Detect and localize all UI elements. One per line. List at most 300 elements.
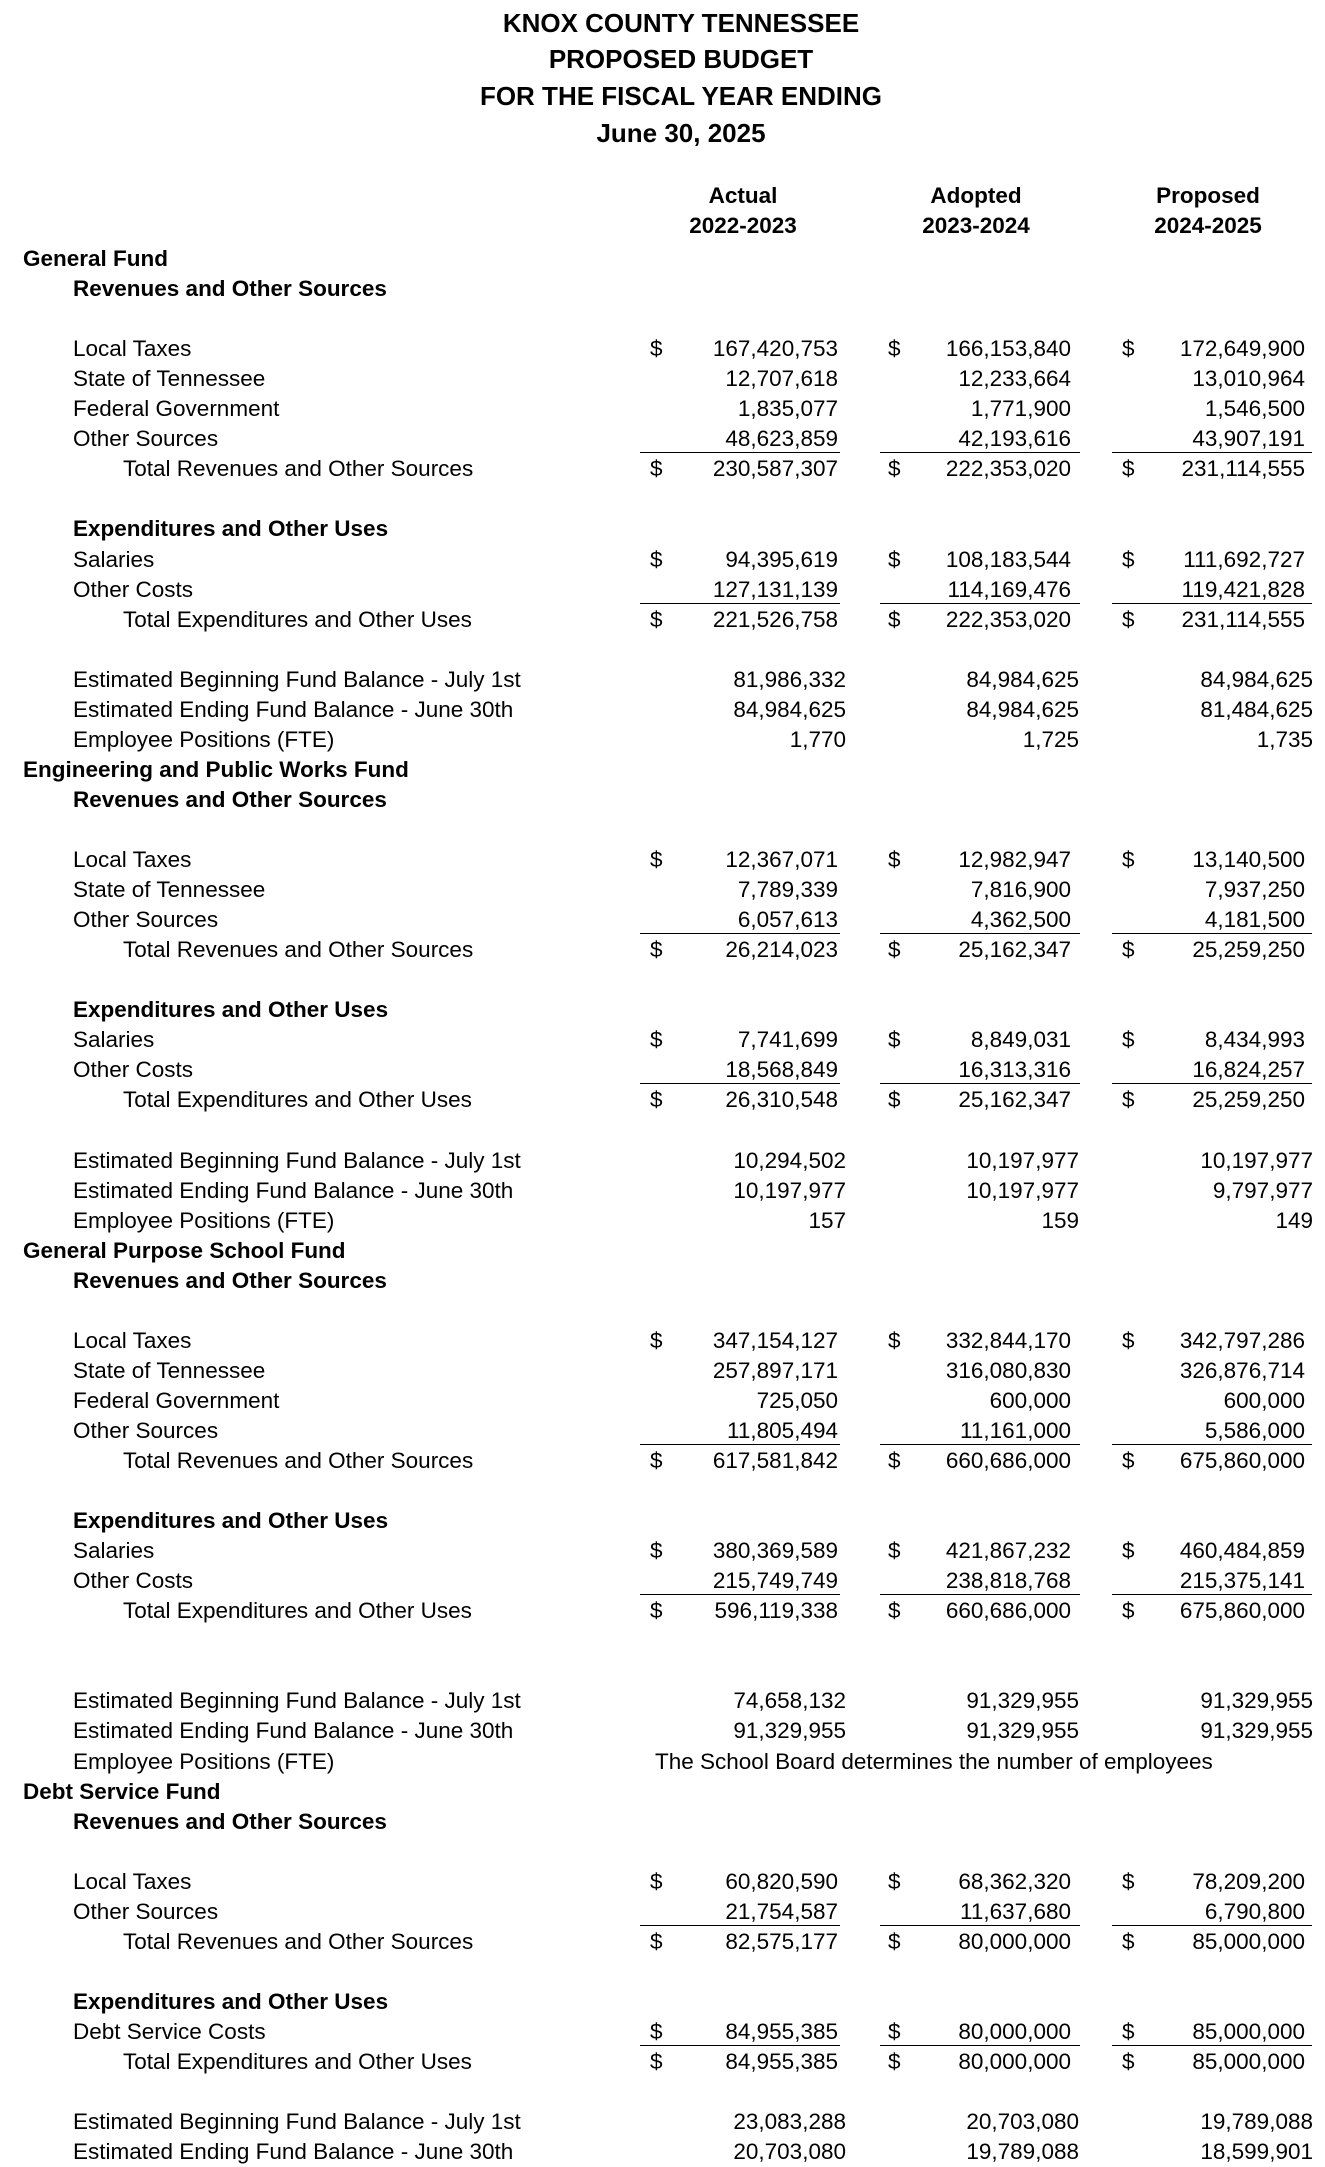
amount-cell: 222,353,020	[945, 456, 1071, 482]
total-rule	[880, 933, 1080, 934]
line-item-label: Salaries	[73, 1027, 155, 1053]
amount-cell: 10,197,977	[966, 1177, 1079, 1203]
total-rule	[1112, 1083, 1312, 1084]
title-line-1: KNOX COUNTY TENNESSEE	[502, 8, 860, 38]
dollar-sign: $	[1122, 1868, 1135, 1894]
dollar-sign: $	[888, 1448, 901, 1473]
balance-row	[0, 1686, 1325, 1716]
amount-cell: 12,707,618	[725, 366, 838, 392]
amount-cell: 18,568,849	[725, 1057, 838, 1083]
expenditure-row	[0, 1566, 1325, 1596]
total-rule	[880, 2045, 1080, 2046]
revenue-total-row	[0, 935, 1325, 965]
section-heading	[0, 1987, 1325, 2017]
total-rule	[1112, 603, 1312, 604]
line-item-label: Estimated Ending Fund Balance - June 30th	[73, 696, 514, 722]
balance-row	[0, 725, 1325, 755]
amount-cell: 11,161,000	[960, 1417, 1071, 1443]
col-header-year: 2023-2024	[922, 213, 1030, 238]
amount-cell: 20,703,080	[733, 2139, 846, 2165]
expenditure-row	[0, 1055, 1325, 1085]
col-header-proposed	[1108, 181, 1308, 241]
amount-cell: 25,259,250	[1192, 1087, 1305, 1113]
amount-cell: 11,637,680	[960, 1898, 1071, 1924]
dollar-sign: $	[650, 1598, 663, 1624]
col-header-label: Proposed	[1156, 183, 1260, 208]
expenditure-total-row	[0, 2047, 1325, 2077]
amount-cell: 43,907,191	[1192, 426, 1305, 452]
fund-name: Debt Service Fund	[23, 1778, 221, 1804]
dollar-sign: $	[1122, 546, 1135, 572]
amount-cell: 85,000,000	[1192, 2049, 1305, 2074]
revenue-row	[0, 1416, 1325, 1446]
dollar-sign: $	[1122, 1538, 1135, 1564]
amount-cell: 48,623,859	[725, 426, 838, 452]
total-rule	[880, 1083, 1080, 1084]
amount-cell: 6,790,800	[1204, 1898, 1305, 1924]
expenditure-heading: Expenditures and Other Uses	[73, 1508, 389, 1534]
dollar-sign: $	[1122, 2049, 1135, 2074]
amount-cell: 675,860,000	[1179, 1598, 1305, 1624]
revenue-total-row	[0, 454, 1325, 484]
amount-cell: 215,749,749	[712, 1568, 838, 1594]
dollar-sign: $	[650, 2018, 663, 2044]
dollar-sign: $	[888, 847, 901, 872]
amount-cell: 91,329,955	[966, 1718, 1079, 1744]
balance-row	[0, 1206, 1325, 1236]
total-label: Total Revenues and Other Sources	[123, 1928, 474, 1954]
total-label: Total Expenditures and Other Uses	[123, 1087, 472, 1113]
amount-cell: 1,546,500	[1204, 396, 1305, 422]
balance-row	[0, 695, 1325, 725]
amount-cell: 231,114,555	[1181, 456, 1305, 482]
total-rule	[880, 603, 1080, 604]
dollar-sign: $	[1122, 847, 1135, 872]
amount-cell: 94,395,619	[725, 546, 838, 572]
amount-cell: 460,484,859	[1179, 1538, 1305, 1564]
line-item-label: Estimated Ending Fund Balance - June 30th	[73, 2139, 514, 2165]
dollar-sign: $	[650, 2049, 663, 2074]
col-header-year: 2024-2025	[1154, 213, 1262, 238]
dollar-sign: $	[888, 2049, 901, 2074]
line-item-label: Estimated Beginning Fund Balance - July 1st	[73, 666, 521, 692]
amount-cell: 8,849,031	[970, 1027, 1071, 1053]
amount-cell: 221,526,758	[712, 606, 838, 632]
amount-cell: 74,658,132	[733, 1688, 846, 1714]
revenue-row	[0, 1897, 1325, 1927]
amount-cell: 108,183,544	[945, 546, 1071, 572]
balance-row	[0, 2137, 1325, 2167]
dollar-sign: $	[888, 1027, 901, 1053]
revenue-heading: Revenues and Other Sources	[73, 786, 387, 812]
dollar-sign: $	[1122, 606, 1135, 632]
amount-cell: 347,154,127	[712, 1327, 838, 1353]
dollar-sign: $	[888, 456, 901, 482]
col-header-adopted	[876, 181, 1076, 241]
revenue-row	[0, 1386, 1325, 1416]
amount-cell: 84,984,625	[733, 696, 846, 722]
dollar-sign: $	[650, 1327, 663, 1353]
amount-cell: 91,329,955	[1200, 1688, 1313, 1714]
amount-cell: 60,820,590	[725, 1868, 838, 1894]
amount-cell: 1,725	[1022, 726, 1079, 752]
amount-cell: 16,824,257	[1192, 1057, 1305, 1083]
amount-cell: 68,362,320	[958, 1868, 1071, 1894]
line-item-label: Estimated Beginning Fund Balance - July 1st	[73, 1147, 521, 1173]
amount-cell: 91,329,955	[966, 1688, 1079, 1714]
amount-cell: 84,955,385	[725, 2018, 838, 2044]
amount-cell: 84,984,625	[1200, 666, 1313, 692]
amount-cell: 7,789,339	[737, 877, 838, 903]
amount-cell: 91,329,955	[733, 1718, 846, 1744]
dollar-sign: $	[1122, 1027, 1135, 1053]
dollar-sign: $	[888, 1928, 901, 1954]
total-label: Total Revenues and Other Sources	[123, 456, 474, 482]
fund-heading	[0, 755, 1325, 785]
total-label: Total Revenues and Other Sources	[123, 1448, 474, 1473]
total-rule	[1112, 933, 1312, 934]
total-label: Total Revenues and Other Sources	[123, 937, 474, 963]
amount-cell: 725,050	[756, 1387, 838, 1413]
dollar-sign: $	[650, 937, 663, 963]
amount-cell: 8,434,993	[1204, 1027, 1305, 1053]
total-rule	[880, 452, 1080, 453]
line-item-label: State of Tennessee	[73, 1357, 266, 1383]
line-item-label: Employee Positions (FTE)	[73, 1207, 335, 1233]
dollar-sign: $	[650, 1868, 663, 1894]
revenue-row	[0, 1326, 1325, 1356]
line-item-label: Federal Government	[73, 396, 280, 422]
amount-cell: 21,754,587	[725, 1898, 838, 1924]
dollar-sign: $	[650, 1027, 663, 1053]
title-line-4: June 30, 2025	[596, 118, 766, 148]
amount-cell: 4,181,500	[1204, 907, 1305, 933]
amount-cell: 238,818,768	[945, 1568, 1071, 1594]
line-item-label: Local Taxes	[73, 336, 192, 362]
title-line-3: FOR THE FISCAL YEAR ENDING	[479, 81, 883, 111]
line-item-label: Federal Government	[73, 1387, 280, 1413]
dollar-sign: $	[650, 606, 663, 632]
balance-row	[0, 2107, 1325, 2137]
amount-cell: 1,835,077	[737, 396, 838, 422]
amount-cell: 78,209,200	[1192, 1868, 1305, 1894]
amount-cell: 159	[1041, 1207, 1079, 1233]
expenditure-row	[0, 575, 1325, 605]
total-rule	[640, 603, 840, 604]
line-item-label: Salaries	[73, 1538, 155, 1564]
line-item-label: Local Taxes	[73, 1327, 192, 1353]
expenditure-total-row	[0, 1596, 1325, 1626]
amount-cell: 257,897,171	[712, 1357, 838, 1383]
total-rule	[640, 1083, 840, 1084]
expenditure-row	[0, 1536, 1325, 1566]
dollar-sign: $	[888, 2018, 901, 2044]
total-rule	[880, 1594, 1080, 1595]
balance-row	[0, 1176, 1325, 1206]
expenditure-row	[0, 545, 1325, 575]
section-heading	[0, 274, 1325, 304]
amount-cell: 222,353,020	[945, 606, 1071, 632]
dollar-sign: $	[650, 336, 663, 362]
amount-cell: 332,844,170	[945, 1327, 1071, 1353]
revenue-row	[0, 1356, 1325, 1386]
dollar-sign: $	[650, 1448, 663, 1473]
total-rule	[1112, 1925, 1312, 1926]
dollar-sign: $	[1122, 1087, 1135, 1113]
amount-cell: 7,937,250	[1204, 877, 1305, 903]
fund-name: General Purpose School Fund	[23, 1237, 346, 1263]
revenue-heading: Revenues and Other Sources	[73, 276, 387, 302]
col-header-label: Adopted	[930, 183, 1022, 208]
dollar-sign: $	[1122, 937, 1135, 963]
expenditure-total-row	[0, 1085, 1325, 1115]
amount-cell: 7,816,900	[970, 877, 1071, 903]
total-rule	[880, 1444, 1080, 1445]
revenue-row	[0, 845, 1325, 875]
revenue-row	[0, 1867, 1325, 1897]
amount-cell: 342,797,286	[1179, 1327, 1305, 1353]
total-rule	[640, 1594, 840, 1595]
amount-cell: 25,162,347	[958, 937, 1071, 963]
fund-heading	[0, 1777, 1325, 1807]
amount-cell: 80,000,000	[958, 1928, 1071, 1954]
amount-cell: 20,703,080	[966, 2109, 1079, 2135]
amount-cell: 600,000	[1223, 1387, 1305, 1413]
col-header-year: 2022-2023	[689, 213, 797, 238]
fund-heading	[0, 244, 1325, 274]
line-item-label: Other Costs	[73, 576, 194, 602]
balance-row	[0, 1146, 1325, 1176]
balance-row	[0, 1747, 1325, 1777]
dollar-sign: $	[650, 1087, 663, 1113]
line-item-label: Employee Positions (FTE)	[73, 726, 335, 752]
amount-cell: 25,162,347	[958, 1087, 1071, 1113]
amount-cell: 19,789,088	[1200, 2109, 1313, 2135]
dollar-sign: $	[650, 1538, 663, 1564]
dollar-sign: $	[1122, 1928, 1135, 1954]
amount-cell: 84,984,625	[966, 666, 1079, 692]
amount-cell: 42,193,616	[958, 426, 1071, 452]
expenditure-heading: Expenditures and Other Uses	[73, 1988, 389, 2014]
amount-cell: 166,153,840	[945, 336, 1071, 362]
title-line-2: PROPOSED BUDGET	[548, 44, 814, 74]
amount-cell: 596,119,338	[714, 1598, 838, 1624]
revenue-row	[0, 394, 1325, 424]
amount-cell: 10,197,977	[966, 1147, 1079, 1173]
total-rule	[1112, 1594, 1312, 1595]
dollar-sign: $	[1122, 456, 1135, 482]
section-heading	[0, 1266, 1325, 1296]
amount-cell: 81,484,625	[1200, 696, 1313, 722]
fund-heading	[0, 1236, 1325, 1266]
line-item-label: State of Tennessee	[73, 366, 266, 392]
amount-cell: 5,586,000	[1204, 1417, 1305, 1443]
total-rule	[1112, 2045, 1312, 2046]
revenue-row	[0, 875, 1325, 905]
amount-cell: 13,010,964	[1192, 366, 1305, 392]
expenditure-total-row	[0, 605, 1325, 635]
amount-cell: 10,197,977	[733, 1177, 846, 1203]
dollar-sign: $	[888, 546, 901, 572]
dollar-sign: $	[888, 1598, 901, 1624]
total-rule	[640, 933, 840, 934]
dollar-sign: $	[650, 1928, 663, 1954]
amount-cell: 82,575,177	[725, 1928, 838, 1954]
amount-cell: 25,259,250	[1192, 937, 1305, 963]
total-rule	[880, 1925, 1080, 1926]
line-item-label: Estimated Beginning Fund Balance - July 1st	[73, 1688, 521, 1714]
amount-cell: 80,000,000	[958, 2018, 1071, 2044]
employee-note: The School Board determines the number of employees	[655, 1748, 1213, 1774]
dollar-sign: $	[888, 1538, 901, 1564]
amount-cell: 380,369,589	[712, 1538, 838, 1564]
line-item-label: Other Costs	[73, 1568, 194, 1594]
dollar-sign: $	[650, 546, 663, 572]
amount-cell: 172,649,900	[1179, 336, 1305, 362]
amount-cell: 12,367,071	[725, 847, 838, 872]
amount-cell: 660,686,000	[945, 1448, 1071, 1473]
total-rule	[1112, 1444, 1312, 1445]
amount-cell: 13,140,500	[1192, 847, 1305, 872]
amount-cell: 1,770	[789, 726, 846, 752]
amount-cell: 12,233,664	[958, 366, 1071, 392]
line-item-label: Other Sources	[73, 1898, 219, 1924]
amount-cell: 91,329,955	[1200, 1718, 1313, 1744]
section-heading	[0, 995, 1325, 1025]
amount-cell: 10,197,977	[1200, 1147, 1313, 1173]
fund-name: Engineering and Public Works Fund	[23, 756, 409, 782]
amount-cell: 1,735	[1256, 726, 1313, 752]
dollar-sign: $	[888, 1327, 901, 1353]
line-item-label: Debt Service Costs	[73, 2018, 266, 2044]
revenue-total-row	[0, 1927, 1325, 1957]
expenditure-heading: Expenditures and Other Uses	[73, 516, 389, 542]
expenditure-row	[0, 2017, 1325, 2047]
line-item-label: Employee Positions (FTE)	[73, 1748, 335, 1774]
dollar-sign: $	[888, 937, 901, 963]
amount-cell: 157	[808, 1207, 846, 1233]
amount-cell: 84,955,385	[725, 2049, 838, 2074]
amount-cell: 26,214,023	[725, 937, 838, 963]
line-item-label: Other Sources	[73, 1417, 219, 1443]
line-item-label: Other Costs	[73, 1057, 194, 1083]
expenditure-heading: Expenditures and Other Uses	[73, 997, 389, 1023]
total-label: Total Expenditures and Other Uses	[123, 1598, 472, 1624]
amount-cell: 16,313,316	[958, 1057, 1071, 1083]
amount-cell: 114,169,476	[947, 576, 1071, 602]
amount-cell: 10,294,502	[733, 1147, 846, 1173]
section-heading	[0, 1506, 1325, 1536]
amount-cell: 26,310,548	[725, 1087, 838, 1113]
revenue-row	[0, 905, 1325, 935]
amount-cell: 149	[1275, 1207, 1313, 1233]
total-label: Total Expenditures and Other Uses	[123, 2049, 472, 2074]
amount-cell: 81,986,332	[733, 666, 846, 692]
line-item-label: State of Tennessee	[73, 877, 266, 903]
amount-cell: 12,982,947	[958, 847, 1071, 872]
fund-name: General Fund	[23, 246, 169, 271]
amount-cell: 18,599,901	[1200, 2139, 1313, 2165]
amount-cell: 660,686,000	[945, 1598, 1071, 1624]
dollar-sign: $	[1122, 1598, 1135, 1624]
balance-row	[0, 665, 1325, 695]
amount-cell: 85,000,000	[1192, 1928, 1305, 1954]
total-rule	[640, 452, 840, 453]
total-rule	[1112, 452, 1312, 453]
amount-cell: 167,420,753	[712, 336, 838, 362]
amount-cell: 1,771,900	[970, 396, 1071, 422]
amount-cell: 230,587,307	[712, 456, 838, 482]
amount-cell: 9,797,977	[1212, 1177, 1313, 1203]
amount-cell: 11,805,494	[727, 1417, 838, 1443]
balance-row	[0, 1716, 1325, 1746]
dollar-sign: $	[888, 336, 901, 362]
amount-cell: 127,131,139	[712, 576, 838, 602]
col-header-label: Actual	[708, 183, 778, 208]
dollar-sign: $	[650, 847, 663, 872]
line-item-label: Other Sources	[73, 426, 219, 452]
amount-cell: 7,741,699	[737, 1027, 838, 1053]
dollar-sign: $	[1122, 1448, 1135, 1473]
amount-cell: 600,000	[989, 1387, 1071, 1413]
total-rule	[640, 2045, 840, 2046]
amount-cell: 119,421,828	[1181, 576, 1305, 602]
dollar-sign: $	[650, 456, 663, 482]
line-item-label: Estimated Ending Fund Balance - June 30th	[73, 1177, 514, 1203]
amount-cell: 326,876,714	[1179, 1357, 1305, 1383]
amount-cell: 85,000,000	[1192, 2018, 1305, 2044]
expenditure-row	[0, 1025, 1325, 1055]
total-rule	[640, 1444, 840, 1445]
revenue-row	[0, 334, 1325, 364]
revenue-row	[0, 364, 1325, 394]
dollar-sign: $	[888, 606, 901, 632]
total-rule	[640, 1925, 840, 1926]
amount-cell: 80,000,000	[958, 2049, 1071, 2074]
line-item-label: Local Taxes	[73, 1868, 192, 1894]
amount-cell: 19,789,088	[966, 2139, 1079, 2165]
amount-cell: 617,581,842	[712, 1448, 838, 1473]
revenue-row	[0, 424, 1325, 454]
dollar-sign: $	[888, 1868, 901, 1894]
total-label: Total Expenditures and Other Uses	[123, 606, 472, 632]
amount-cell: 215,375,141	[1179, 1568, 1305, 1594]
section-heading	[0, 1807, 1325, 1837]
amount-cell: 4,362,500	[970, 907, 1071, 933]
amount-cell: 84,984,625	[966, 696, 1079, 722]
line-item-label: Salaries	[73, 546, 155, 572]
line-item-label: Estimated Beginning Fund Balance - July 1st	[73, 2109, 521, 2135]
line-item-label: Other Sources	[73, 907, 219, 933]
dollar-sign: $	[1122, 2018, 1135, 2044]
section-heading	[0, 785, 1325, 815]
dollar-sign: $	[888, 1087, 901, 1113]
amount-cell: 23,083,288	[733, 2109, 846, 2135]
dollar-sign: $	[1122, 1327, 1135, 1353]
amount-cell: 6,057,613	[737, 907, 838, 933]
revenue-heading: Revenues and Other Sources	[73, 1808, 387, 1834]
dollar-sign: $	[1122, 336, 1135, 362]
line-item-label: Estimated Ending Fund Balance - June 30th	[73, 1718, 514, 1744]
revenue-heading: Revenues and Other Sources	[73, 1267, 387, 1293]
section-heading	[0, 514, 1325, 544]
amount-cell: 111,692,727	[1183, 546, 1305, 572]
amount-cell: 316,080,830	[945, 1357, 1071, 1383]
line-item-label: Local Taxes	[73, 847, 192, 872]
amount-cell: 675,860,000	[1179, 1448, 1305, 1473]
amount-cell: 231,114,555	[1181, 606, 1305, 632]
col-header-actual	[643, 181, 843, 241]
